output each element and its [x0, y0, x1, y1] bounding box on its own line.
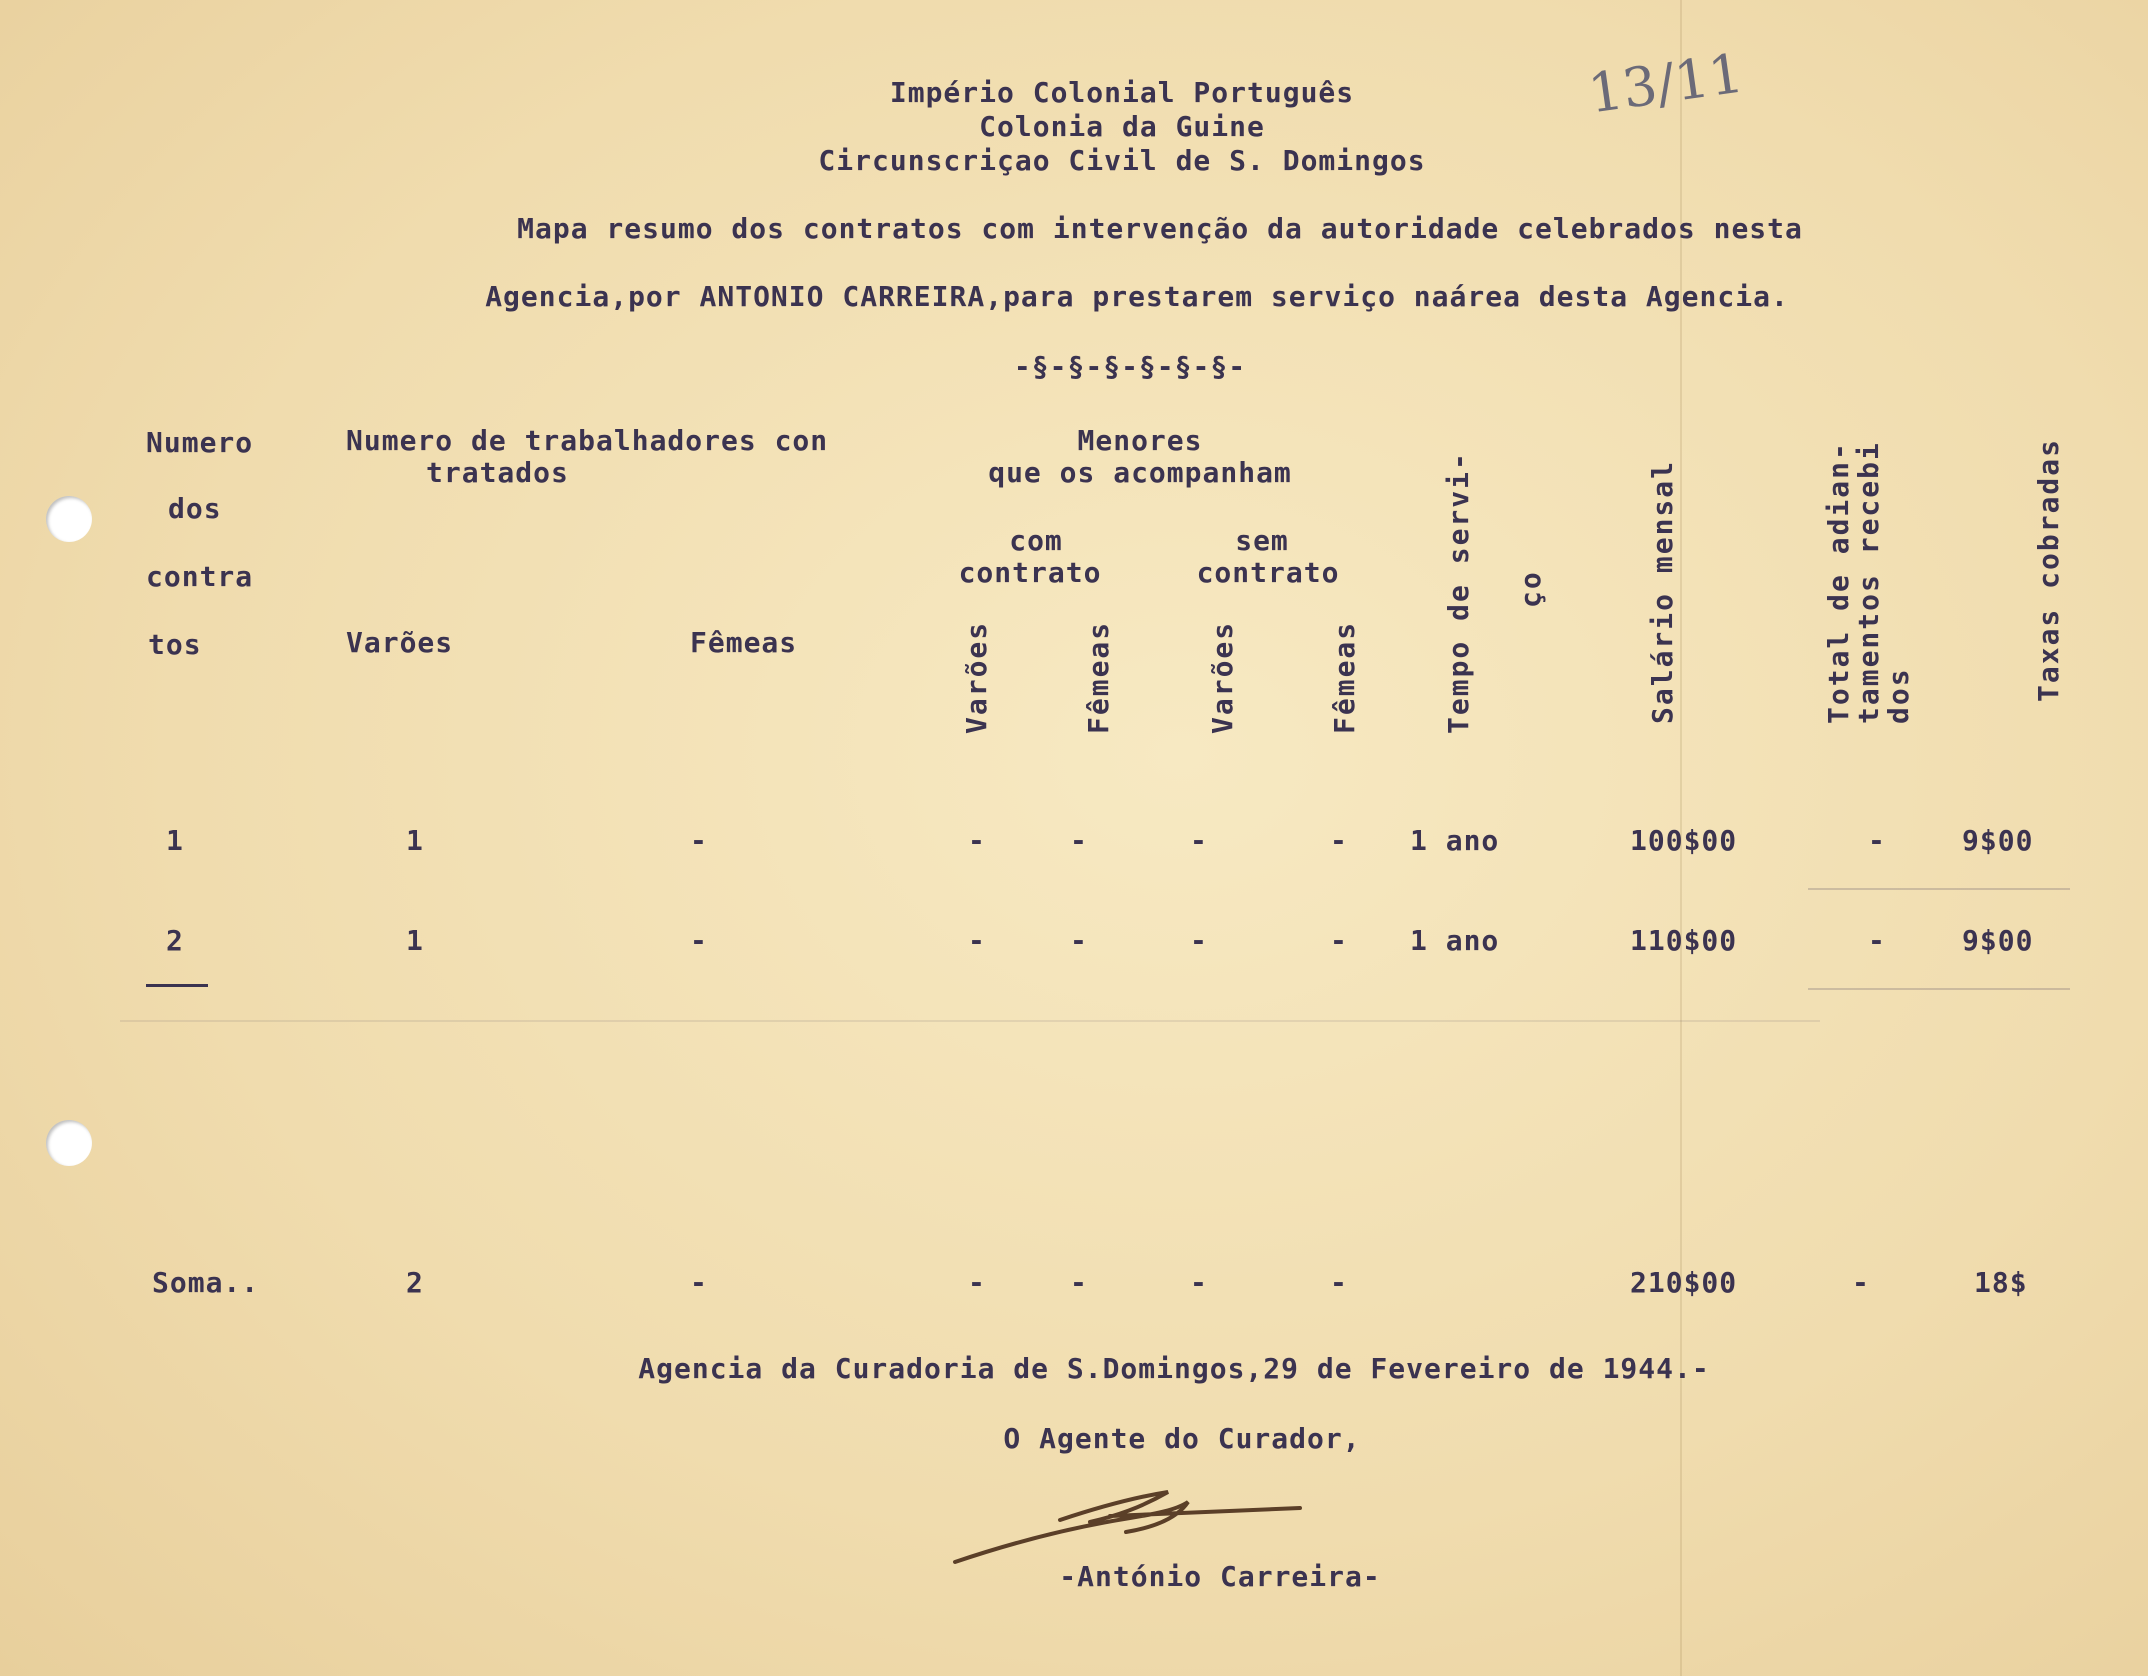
row1-minors-female-without: - — [1330, 824, 1348, 857]
handwritten-reference: 13/11 — [1584, 41, 1748, 126]
place-date: Agencia da Curadoria de S.Domingos,29 de Fevereiro de 1944.- — [638, 1352, 1710, 1385]
row2-minors-female-with: - — [1070, 924, 1088, 957]
title-line-1: Mapa resumo dos contratos com intervenção da autoridade celebrados nesta — [517, 212, 1803, 245]
row2-tempo: 1 ano — [1410, 924, 1500, 957]
total-male: 2 — [406, 1266, 424, 1299]
row1-numero: 1 — [166, 824, 184, 857]
header-without-contract-1: sem — [1235, 524, 1289, 557]
header-without-contract-2: contrato — [1196, 556, 1340, 589]
row2-minors-male-without: - — [1190, 924, 1208, 957]
title-line-2: Agencia,por ANTONIO CARREIRA,para prestarem serviço naárea desta Agencia. — [485, 280, 1789, 313]
signatory-role: O Agente do Curador, — [1003, 1422, 1361, 1455]
row2-male: 1 — [406, 924, 424, 957]
row1-tempo: 1 ano — [1410, 824, 1500, 857]
header-adiant-1: Total de adian- — [1822, 441, 1855, 724]
row1-female: - — [690, 824, 708, 857]
total-label: Soma.. — [152, 1266, 260, 1299]
total-female: - — [690, 1266, 708, 1299]
header-line-2: Colonia da Guine — [979, 110, 1265, 143]
header-line-3: Circunscriçao Civil de S. Domingos — [818, 144, 1426, 177]
header-taxas: Taxas cobradas — [2032, 437, 2065, 702]
row2-separator — [1808, 988, 2070, 990]
total-minors-female-without: - — [1330, 1266, 1348, 1299]
header-numero-4: tos — [148, 628, 202, 661]
row2-numero: 2 — [166, 924, 184, 957]
header-workers-1: Numero de trabalhadores con — [346, 424, 829, 457]
header-numero-1: Numero — [146, 426, 254, 459]
row2-salario: 110$00 — [1630, 924, 1738, 957]
row1-male: 1 — [406, 824, 424, 857]
header-minors-female-without: Fêmeas — [1328, 620, 1361, 734]
punch-hole-bottom — [46, 1120, 92, 1166]
row2-minors-male-with: - — [968, 924, 986, 957]
header-with-contract-2: contrato — [958, 556, 1102, 589]
header-minors-female-with: Fêmeas — [1082, 620, 1115, 734]
total-salario: 210$00 — [1630, 1266, 1738, 1299]
signatory-name: -António Carreira- — [1059, 1560, 1381, 1593]
header-numero-2: dos — [168, 492, 222, 525]
total-minors-male-without: - — [1190, 1266, 1208, 1299]
numero-underline — [146, 984, 208, 987]
faint-rule — [120, 1020, 1820, 1022]
row1-minors-female-with: - — [1070, 824, 1088, 857]
row2-minors-female-without: - — [1330, 924, 1348, 957]
row1-minors-male-without: - — [1190, 824, 1208, 857]
header-minors-2: que os acompanham — [988, 456, 1292, 489]
section-divider: -§-§-§-§-§-§- — [1013, 350, 1247, 383]
header-workers-male: Varões — [346, 626, 454, 659]
row2-female: - — [690, 924, 708, 957]
punch-hole-top — [46, 496, 92, 542]
total-taxas: 18$ — [1974, 1266, 2028, 1299]
row2-taxas: 9$00 — [1962, 924, 2034, 957]
header-adiant-3: dos — [1882, 667, 1915, 724]
header-numero-3: contra — [146, 560, 254, 593]
header-tempo-1: Tempo de servi- — [1442, 451, 1475, 734]
header-with-contract-1: com — [1009, 524, 1063, 557]
row1-salario: 100$00 — [1630, 824, 1738, 857]
header-adiant-2: tamentos recebi — [1852, 441, 1885, 724]
signature — [940, 1480, 1320, 1570]
row2-adiant: - — [1868, 924, 1886, 957]
row1-adiant: - — [1868, 824, 1886, 857]
row1-separator — [1808, 888, 2070, 890]
total-minors-male-with: - — [968, 1266, 986, 1299]
header-line-1: Império Colonial Português — [889, 76, 1355, 109]
header-workers-female: Fêmeas — [690, 626, 798, 659]
total-adiant: - — [1852, 1266, 1870, 1299]
row1-taxas: 9$00 — [1962, 824, 2034, 857]
header-salario: Salário mensal — [1646, 459, 1679, 724]
header-minors-male-with: Varões — [960, 620, 993, 734]
header-workers-2: tratados — [426, 456, 569, 489]
total-minors-female-with: - — [1070, 1266, 1088, 1299]
row1-minors-male-with: - — [968, 824, 986, 857]
header-tempo-2: ço — [1514, 570, 1547, 608]
header-minors-1: Menores — [1077, 424, 1203, 457]
header-minors-male-without: Varões — [1206, 620, 1239, 734]
